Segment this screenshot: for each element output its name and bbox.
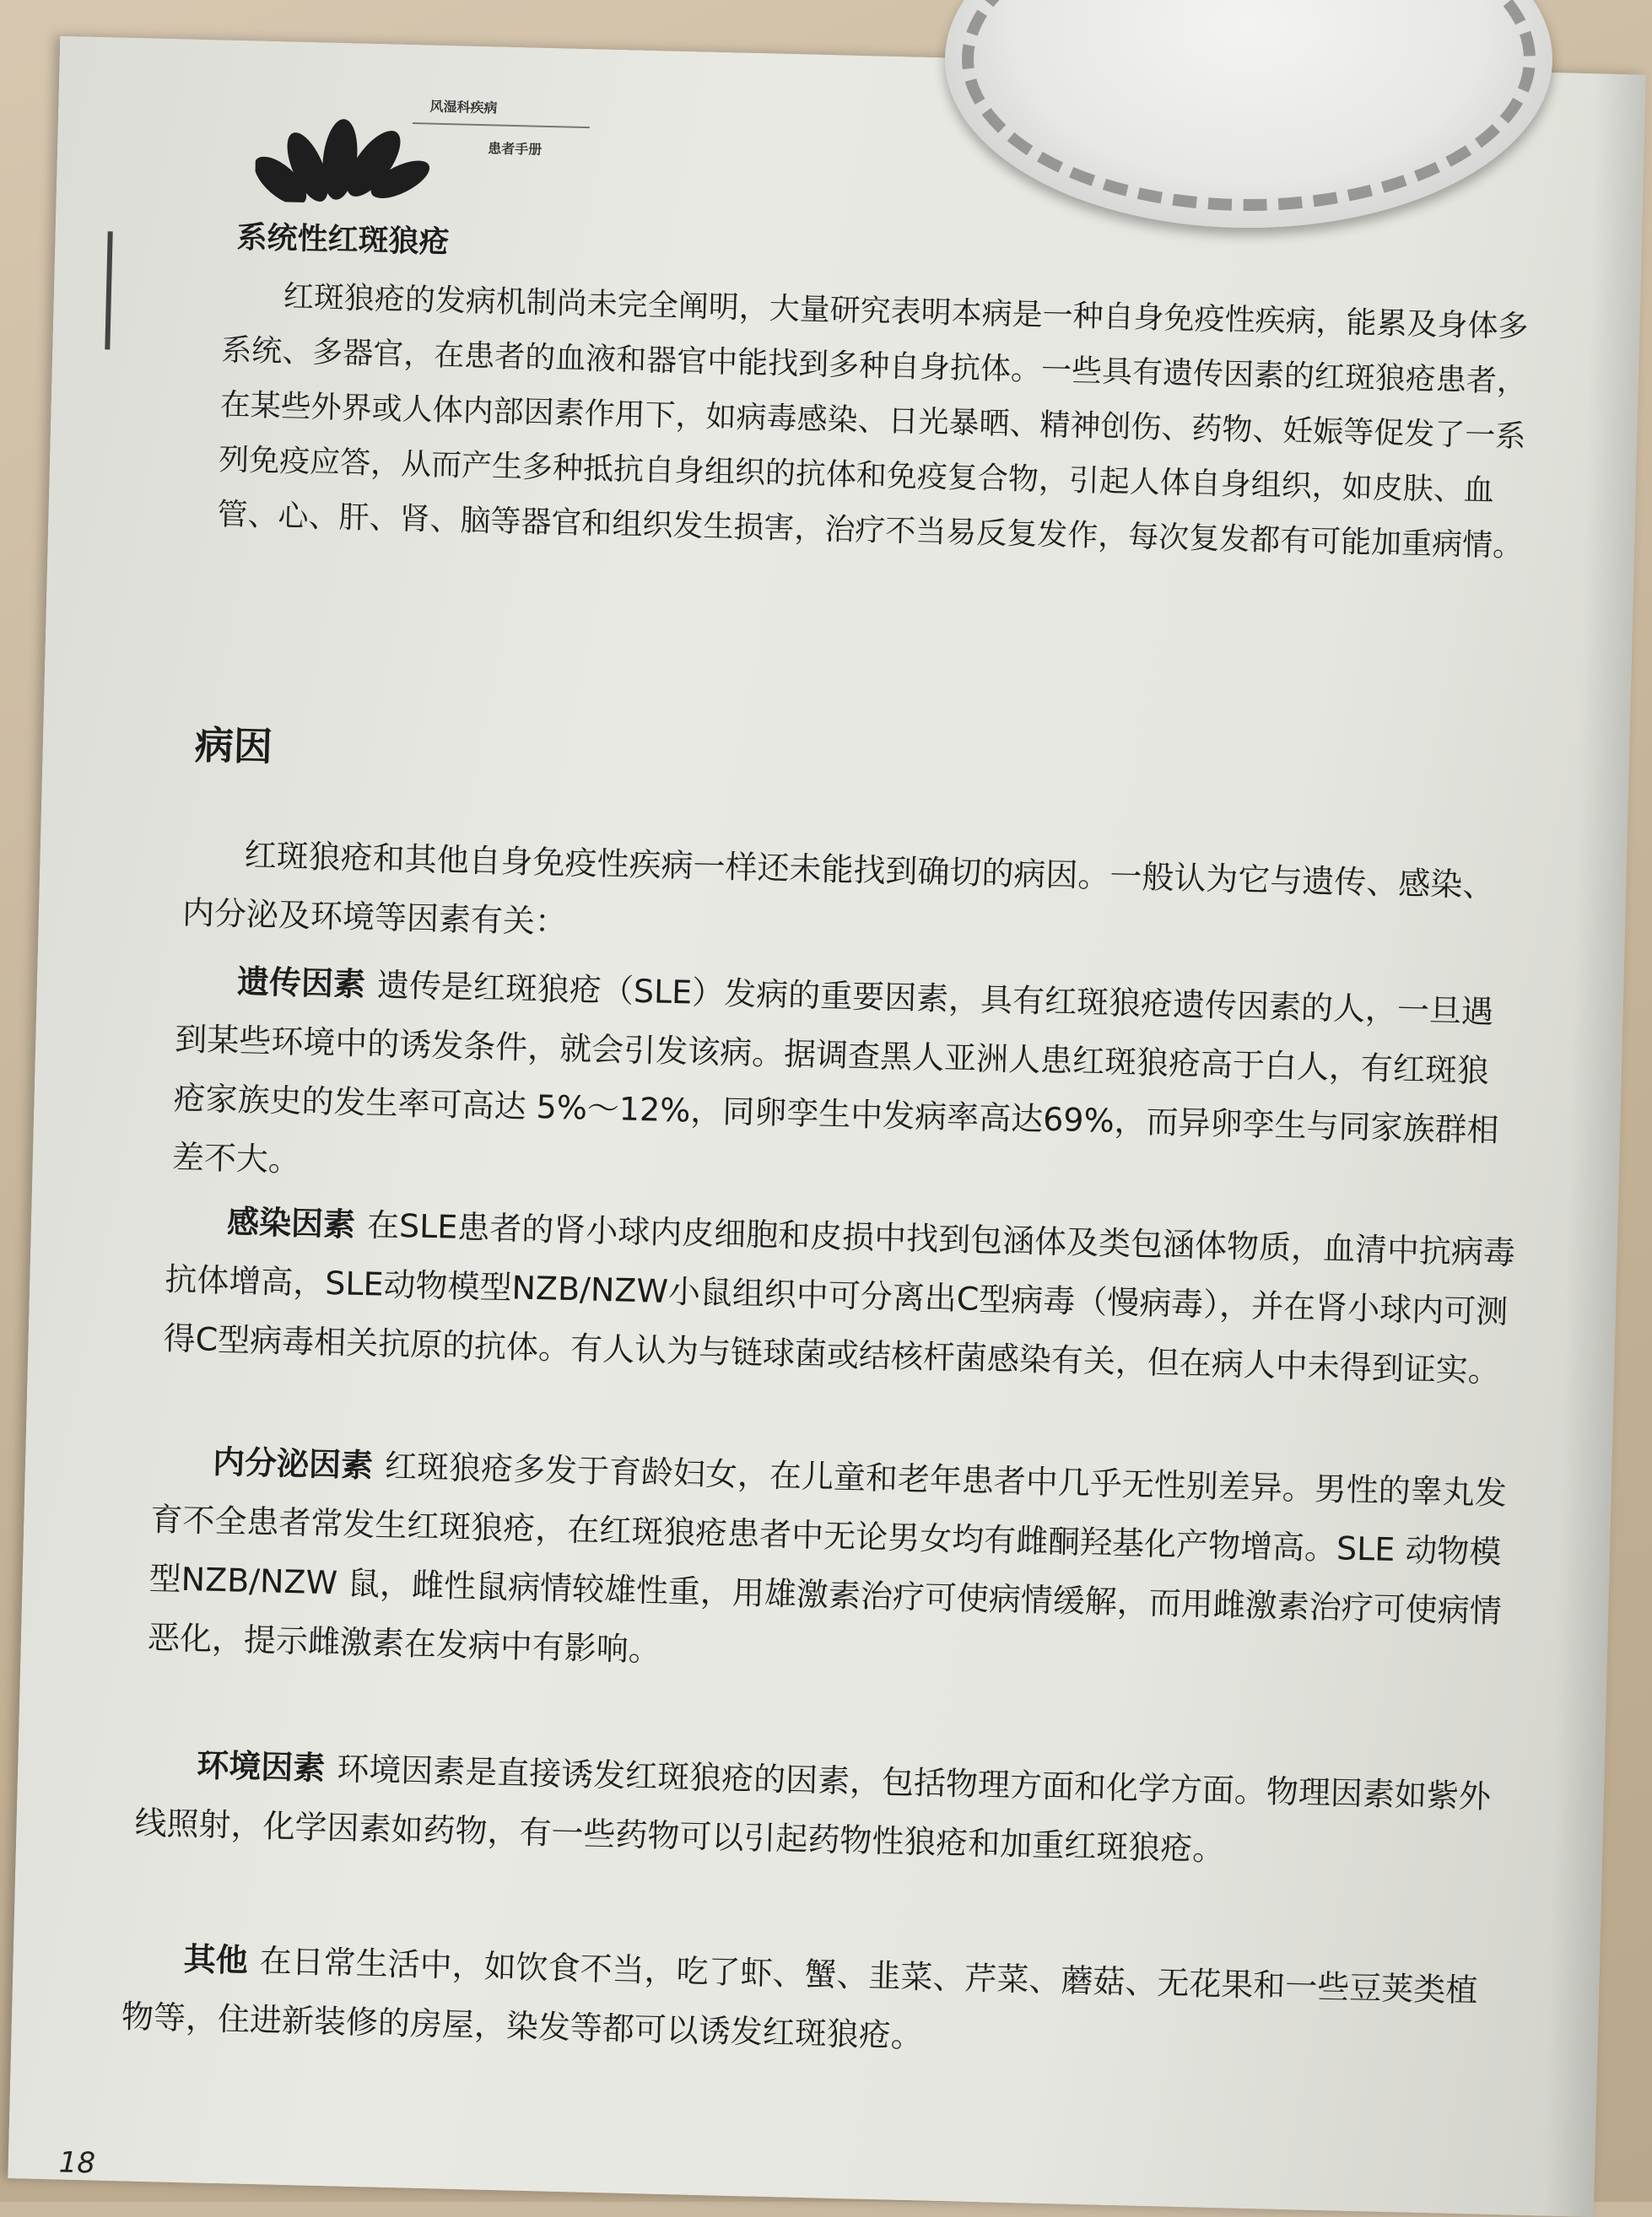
etiology-intro: 红斑狼疮和其他自身免疫性疾病一样还未能找到确切的病因。一般认为它与遗传、感染、内分泌及环境等因素有关： <box>181 836 1495 941</box>
handbook-title: 患者手册 <box>488 140 543 158</box>
section-title-etiology: 病因 <box>194 721 273 770</box>
factor-other-name: 其他 <box>183 1940 249 1979</box>
book-page <box>8 36 1645 2217</box>
factor-environment-name: 环境因素 <box>196 1746 326 1788</box>
page-number: 18 <box>58 2145 96 2181</box>
factor-other <box>121 1928 1498 2079</box>
factor-other-text: 在日常生活中，如饮食不当，吃了虾、蟹、韭菜、芹菜、蘑菇、无花果和一些豆荚类植物等，住进新装修的房屋，染发等都可以诱发红斑狼疮。 <box>121 1942 1478 2055</box>
factor-endocrine-name: 内分泌因素 <box>212 1443 374 1485</box>
section-title-sle: 系统性红斑狼疮 <box>236 220 451 261</box>
page-edge-mark <box>105 231 112 349</box>
factor-infection <box>163 1190 1517 1400</box>
factor-endocrine-text: 红斑狼疮多发于育龄妇女，在儿童和老年患者中几乎无性别差异。男性的睾丸发育不全患者常发生红斑狼疮，在红斑狼疮患者中无论男女均有雌酮羟基化产物增高。SLE 动物模型NZB/NZW 鼠，雌性鼠病情较雄性重，用雄激素治疗可使病情缓解，而用雌激素治疗可使病情恶化，提示雌激素在发病中有影响。 <box>147 1447 1508 1669</box>
factor-infection-name: 感染因素 <box>226 1203 356 1243</box>
section-body-sle: 红斑狼疮的发病机制尚未完全阐明，大量研究表明本病是一种自身免疫性疾病，能累及身体多系统、多器官，在患者的血液和器官中能找到多种自身抗体。一些具有遗传因素的红斑狼疮患者，在某些外界或人体内部因素作用下，如病毒感染、日光暴晒、精神创伤、药物、妊娠等促发了一系列免疫应答，从而产生多种抵抗自身组织的抗体和免疫复合物，引起人体自身组织，如皮肤、血管、心、肝、肾、脑等器官和组织发生损害，治疗不当易反复发作，每次复发都有可能加重病情。 <box>217 279 1529 564</box>
factor-genetic-name: 遗传因素 <box>236 963 366 1003</box>
factor-infection-text: 在SLE患者的肾小球内皮细胞和皮损中找到包涵体及类包涵体物质，血清中抗病毒抗体增高，SLE动物模型NZB/NZW小鼠组织中可分离出C型病毒（慢病毒），并在肾小球内可测得C型病毒相关抗原的抗体。有人认为与链球菌或结核杆菌感染有关，但在病人中未得到证实。 <box>163 1206 1516 1389</box>
factor-environment <box>134 1734 1504 1886</box>
factor-endocrine <box>147 1431 1510 1700</box>
header-rule <box>413 122 590 128</box>
factor-genetic-text: 遗传是红斑狼疮（SLE）发病的重要因素，具有红斑狼疮遗传因素的人，一旦遇到某些环境中的诱发条件，就会引发该病。据调查黑人亚洲人患红斑狼疮高于白人，有红斑狼疮家族史的发生率可高达 5%～12%，同卵孪生中发病率高达69%，而异卵孪生与同家族群相差不大。 <box>171 966 1500 1179</box>
factor-environment-text: 环境因素是直接诱发红斑狼疮的因素，包括物理方面和化学方面。物理因素如紫外线照射，化学因素如药物，有一些药物可以引起药物性狼疮和加重红斑狼疮。 <box>134 1750 1492 1869</box>
factor-genetic <box>171 951 1522 1220</box>
series-name: 风湿科疾病 <box>429 98 498 116</box>
lotus-logo-icon <box>255 100 435 206</box>
